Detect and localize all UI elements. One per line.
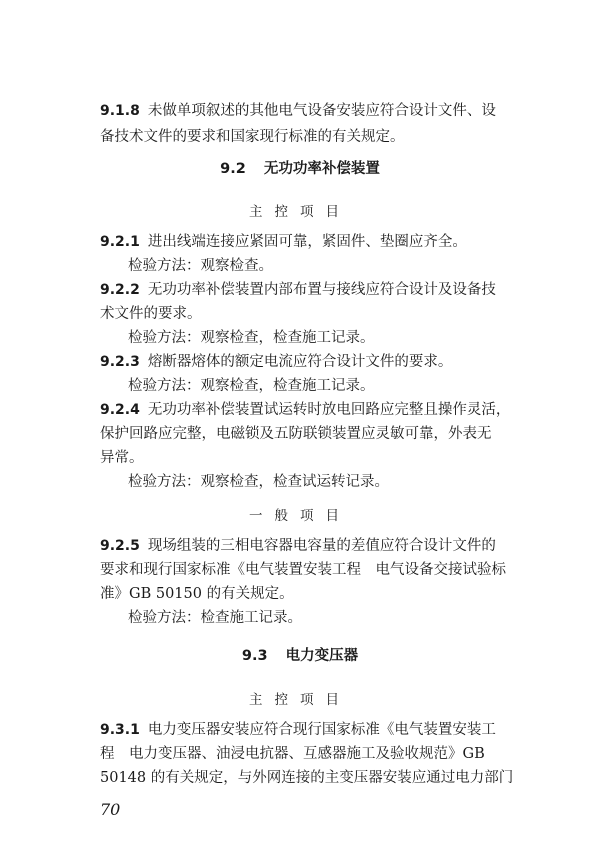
clause-text: 熔断器熔体的额定电流应符合设计文件的要求。 <box>147 354 453 370</box>
subheading-general-items: 一般项目 <box>249 508 351 524</box>
subheading-main-control-items-2: 主控项目 <box>249 692 351 708</box>
page-number: 70 <box>100 800 121 819</box>
clause-9-2-1-check: 检验方法：观察检查。 <box>128 258 273 274</box>
section-title: 无功功率补偿装置 <box>263 161 380 177</box>
clause-number: 9.1.8 <box>100 103 140 119</box>
clause-9-2-4-line-3: 异常。 <box>100 450 144 466</box>
clause-9-3-1-line-1 <box>100 720 496 740</box>
section-heading-9-3 <box>0 646 600 666</box>
clause-9-1-8-line-1 <box>100 101 496 121</box>
clause-9-2-5-check: 检验方法：检查施工记录。 <box>128 610 302 626</box>
clause-9-2-2-line-1 <box>100 280 496 300</box>
clause-text: 电力变压器安装应符合现行国家标准《电气装置安装工 <box>147 722 496 738</box>
clause-text: 进出线端连接应紧固可靠，紧固件、垫圈应齐全。 <box>147 234 467 250</box>
clause-number: 9.2.5 <box>100 538 140 554</box>
clause-9-2-4-line-1 <box>100 400 510 420</box>
clause-9-2-2-check: 检验方法：观察检查，检查施工记录。 <box>128 330 375 346</box>
clause-9-2-3-check: 检验方法：观察检查，检查施工记录。 <box>128 378 375 394</box>
clause-number: 9.2.1 <box>100 234 140 250</box>
clause-9-3-1-line-3: 50148 的有关规定，与外网连接的主变压器安装应通过电力部门 <box>100 770 514 786</box>
clause-text: 未做单项叙述的其他电气设备安装应符合设计文件、设 <box>147 103 496 119</box>
clause-9-1-8-line-2: 备技术文件的要求和国家现行标准的有关规定。 <box>100 129 405 145</box>
clause-number: 9.2.3 <box>100 354 140 370</box>
clause-9-3-1-line-2: 程 电力变压器、油浸电抗器、互感器施工及验收规范》GB <box>100 746 485 762</box>
clause-9-2-5-line-2: 要求和现行国家标准《电气装置安装工程 电气设备交接试验标 <box>100 562 506 578</box>
clause-text: 无功功率补偿装置内部布置与接线应符合设计及设备技 <box>147 282 496 298</box>
clause-9-2-4-check: 检验方法：观察检查，检查试运转记录。 <box>128 474 389 490</box>
clause-9-2-4-line-2: 保护回路应完整，电磁锁及五防联锁装置应灵敏可靠，外表无 <box>100 426 492 442</box>
section-heading-9-2 <box>0 159 600 179</box>
clause-9-2-2-line-2: 术文件的要求。 <box>100 306 202 322</box>
section-number: 9.3 <box>241 648 268 664</box>
clause-text: 现场组装的三相电容器电容量的差值应符合设计文件的 <box>147 538 496 554</box>
clause-9-2-5-line-1 <box>100 536 496 556</box>
clause-9-2-1-line-1 <box>100 232 467 252</box>
subheading-main-control-items: 主控项目 <box>249 204 351 220</box>
clause-number: 9.2.2 <box>100 282 140 298</box>
clause-text: 无功功率补偿装置试运转时放电回路应完整且操作灵活， <box>147 402 511 418</box>
clause-number: 9.2.4 <box>100 402 140 418</box>
clause-number: 9.3.1 <box>100 722 140 738</box>
clause-9-2-3-line-1 <box>100 352 452 372</box>
clause-9-2-5-line-3: 准》GB 50150 的有关规定。 <box>100 586 294 602</box>
section-number: 9.2 <box>220 161 246 177</box>
section-title: 电力变压器 <box>285 648 359 664</box>
